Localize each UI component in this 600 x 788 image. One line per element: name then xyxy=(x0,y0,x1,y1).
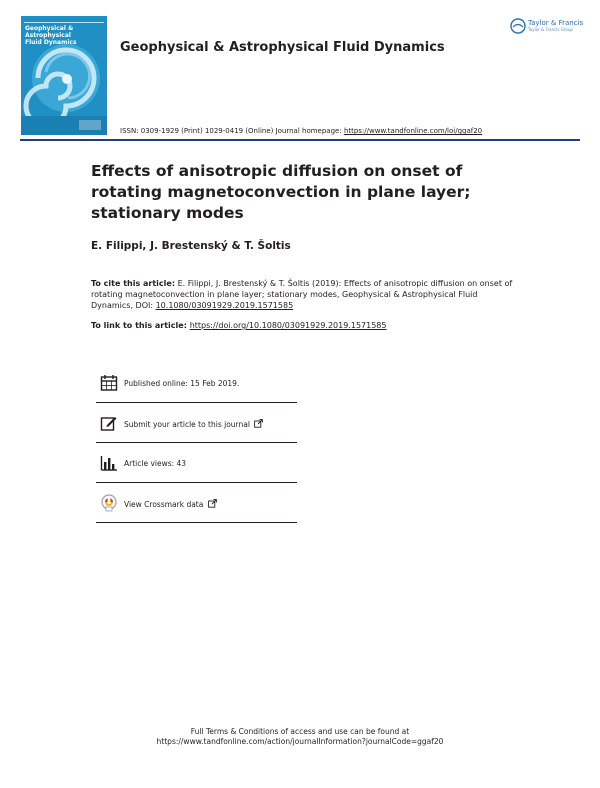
external-link-icon xyxy=(254,419,263,428)
publisher-name: Taylor & Francis xyxy=(528,19,584,27)
crossmark-row[interactable] xyxy=(96,482,297,523)
publisher-subtitle: Taylor & Francis Group xyxy=(528,27,573,32)
issn-line xyxy=(120,127,482,135)
cover-title: Geophysical & Astrophysical Fluid Dynamics xyxy=(25,25,77,46)
link-label: To link to this article: xyxy=(91,321,190,330)
calendar-icon xyxy=(100,374,118,392)
issn-text: ISSN: 0309-1929 (Print) 1029-0419 (Online) Journal homepage: xyxy=(120,127,344,135)
header-divider xyxy=(20,139,580,141)
article-views-row xyxy=(96,442,297,483)
submit-article-link[interactable]: Submit your article to this journal xyxy=(124,419,263,429)
publisher-logo-icon xyxy=(510,18,526,34)
article-link-line xyxy=(91,321,387,330)
submit-article-row[interactable] xyxy=(96,402,297,443)
article-views: Article views: 43 xyxy=(124,459,187,468)
publisher-logo[interactable] xyxy=(510,16,582,36)
article-url-link[interactable]: https://doi.org/10.1080/03091929.2019.1571585 xyxy=(189,321,387,330)
journal-homepage-link[interactable]: https://www.tandfonline.com/loi/ggaf20 xyxy=(343,127,483,135)
crossmark-icon xyxy=(100,494,118,512)
cite-text: E. Filippi, J. Brestenský & T. Šoltis (2019): Effects of anisotropic diffusion on onset of rotating magnetoconvection in plane layer; stationary modes, Geophysical & Astrophysical Fluid Dynamics, DOI: xyxy=(91,279,513,310)
citation-block xyxy=(91,278,521,311)
journal-title[interactable]: Geophysical & Astrophysical Fluid Dynamics xyxy=(120,40,445,55)
bar-chart-icon xyxy=(100,454,118,472)
cover-header-strip xyxy=(24,18,104,23)
published-date: Published online: 15 Feb 2019. xyxy=(124,379,240,388)
article-title: Effects of anisotropic diffusion on onset of rotating magnetoconvection in plane layer; stationary modes xyxy=(91,162,471,222)
terms-text: Full Terms & Conditions of access and use can be found at xyxy=(190,727,410,736)
external-link-icon xyxy=(208,499,217,508)
article-authors: E. Filippi, J. Brestenský & T. Šoltis xyxy=(91,240,291,252)
terms-footer xyxy=(0,727,600,747)
terms-url[interactable]: https://www.tandfonline.com/action/journalInformation?journalCode=ggaf20 xyxy=(156,737,444,746)
doi-link[interactable]: 10.1080/03091929.2019.1571585 xyxy=(155,301,294,310)
published-row xyxy=(96,362,297,403)
crossmark-link[interactable]: View Crossmark data xyxy=(124,499,217,509)
cite-label: To cite this article: xyxy=(91,279,176,288)
edit-icon xyxy=(100,414,118,432)
journal-cover xyxy=(21,16,107,135)
